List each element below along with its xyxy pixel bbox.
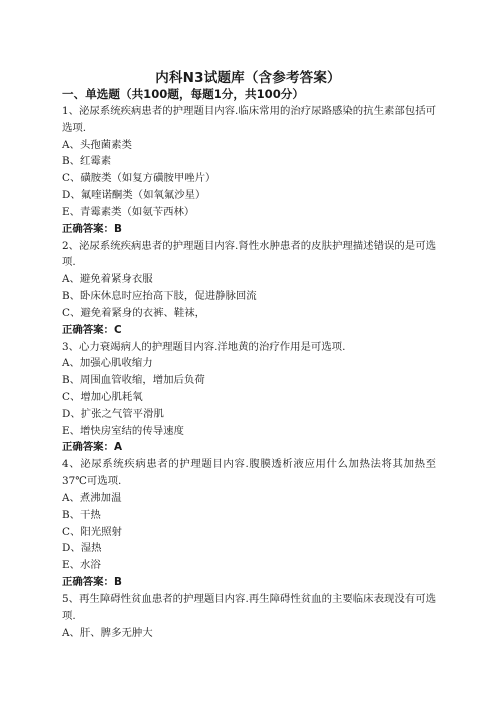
question-block (62, 339, 436, 457)
question-block (62, 591, 436, 641)
answer-option: A、头孢菌素类 (62, 138, 132, 151)
question-block (62, 456, 436, 591)
answer-option: B、干热 (62, 508, 101, 521)
document-body (62, 86, 436, 641)
answer-option: A、加强心肌收缩力 (62, 357, 153, 370)
question-stem: 4、泌尿系统疾病患者的护理题目内容.腹膜透析液应用什么加热法将其加热至37℃可选项. (62, 458, 436, 488)
answer-option: D、扩张之气管平滑肌 (62, 407, 164, 420)
question-stem: 1、泌尿系统疾病患者的护理题目内容.临床常用的治疗尿路感染的抗生素部包括可选项. (62, 105, 436, 134)
answer-option: B、卧床休息时应抬高下肢，促进静脉回流 (62, 289, 257, 302)
answer-option: C、阳光照射 (62, 525, 122, 538)
question-block (62, 103, 436, 238)
answer-option: E、水浴 (62, 559, 101, 572)
document-title: 内科N3试题库（含参考答案） (155, 70, 341, 86)
answer-option: A、煮沸加温 (62, 491, 122, 504)
answer-option: C、磺胺类（如复方磺胺甲唑片） (62, 172, 216, 185)
answer-option: D、湿热 (62, 542, 102, 555)
answer-option: E、青霉素类（如氨苄西林） (62, 205, 195, 218)
answer-option: D、氟喹诺酮类（如氧氟沙星） (62, 188, 206, 201)
question-stem: 3、心力衰竭病人的护理题目内容.洋地黄的治疗作用是可选项. (62, 340, 346, 353)
answer-option: A、肝、脾多无肿大 (62, 626, 153, 639)
question-stem: 5、再生障碍性贫血患者的护理题目内容.再生障碍性贫血的主要临床表现没有可选项. (62, 592, 436, 622)
section-heading: 一、单选题（共100题，每题1分，共100分） (62, 87, 304, 101)
question-stem: 2、泌尿系统疾病患者的护理题目内容.肾性水肿患者的皮肤护理描述错误的是可选项. (62, 239, 436, 269)
answer-option: B、红霉素 (62, 155, 112, 168)
correct-answer: 正确答案：B (62, 222, 122, 235)
answer-option: A、避免着紧身衣服 (62, 273, 153, 286)
answer-option: C、增加心肌耗氧 (62, 390, 143, 403)
correct-answer: 正确答案：B (62, 575, 122, 588)
answer-option: C、避免着紧身的衣裤、鞋袜， (62, 306, 206, 319)
answer-option: B、周围血管收缩，增加后负荷 (62, 374, 205, 387)
correct-answer: 正确答案：C (62, 323, 122, 336)
question-block (62, 238, 436, 339)
correct-answer: 正确答案：A (62, 441, 122, 454)
answer-option: E、增快房室结的传导速度 (62, 424, 184, 437)
